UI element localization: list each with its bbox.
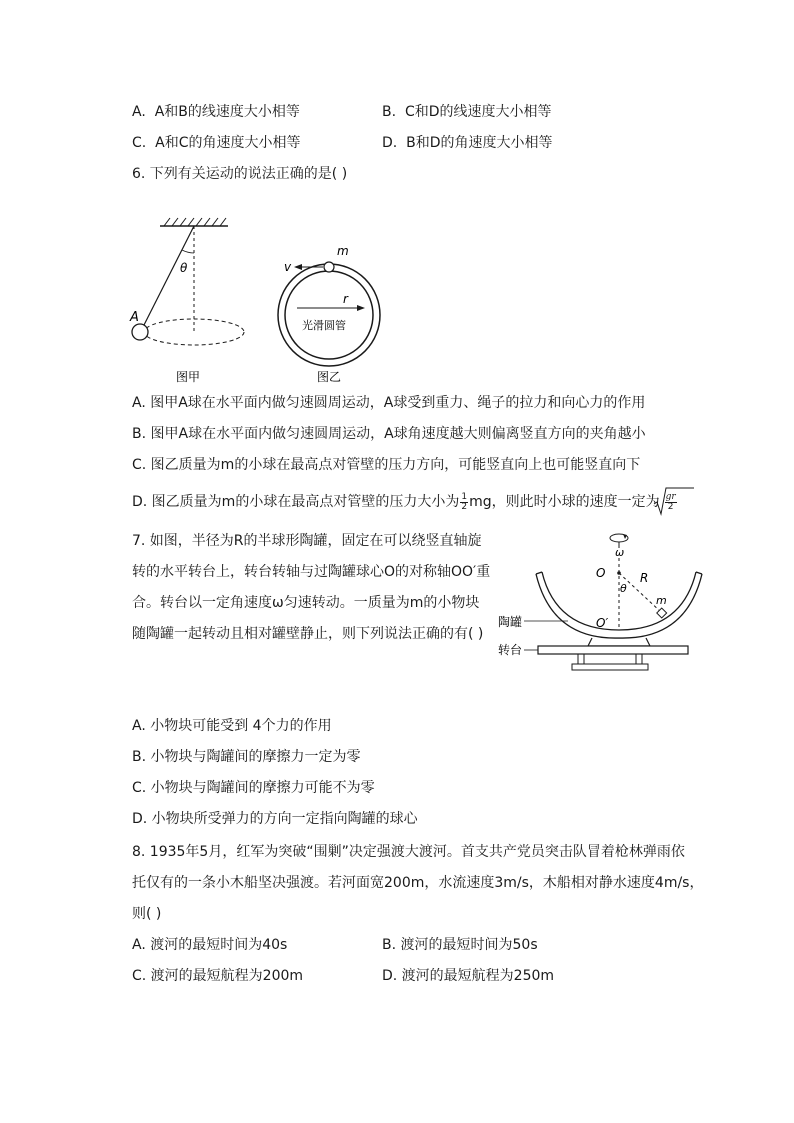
q6-option-d: D. 图乙质量为m的小球在最高点对管壁的压力大小为 $\frac{1}{2}$ mg，则此时小球的速度一定为 $\frac{gr}{2}$: [132, 492, 678, 512]
small-block: [657, 608, 667, 618]
q6-option-b: B. 图甲A球在水平面内做匀速圆周运动，A球角速度越大则偏离竖直方向的夹角越小: [132, 426, 646, 442]
q6-option-a: A. 图甲A球在水平面内做匀速圆周运动，A球受到重力、绳子的拉力和向心力的作用: [132, 395, 646, 411]
q7-option-d: D. 小物块所受弹力的方向一定指向陶罐的球心: [132, 811, 418, 827]
q8-stem-line-2: 托仅有的一条小木船坚决强渡。若河面宽200m，水流速度3m/s，木船相对静水速度4m/s，: [132, 875, 704, 891]
label-v: v: [284, 260, 292, 274]
label-a: A: [130, 310, 139, 325]
q7-jar-figure: [496, 530, 696, 678]
ball-a: [132, 324, 148, 340]
q8-option-a: A. 渡河的最短时间为40s: [132, 937, 288, 953]
q5-option-d: D. B和D的角速度大小相等: [382, 135, 553, 151]
label-jar: 陶罐: [498, 615, 523, 629]
q5-option-a: A. A和B的线速度大小相等: [132, 104, 300, 120]
q7-option-c: C. 小物块与陶罐间的摩擦力可能不为零: [132, 780, 375, 796]
label-table: 转台: [498, 643, 523, 657]
label-omega: ω: [615, 546, 625, 559]
label-r-7: R: [640, 571, 649, 585]
q8-option-b: B. 渡河的最短时间为50s: [382, 937, 538, 953]
q7-option-b: B. 小物块与陶罐间的摩擦力一定为零: [132, 749, 361, 765]
q8-stem-line-3: 则( ): [132, 906, 162, 922]
q7-option-a: A. 小物块可能受到 4个力的作用: [132, 718, 332, 734]
q7-stem-line-3: 合。转台以一定角速度ω匀速转动。一质量为m的小物块: [132, 595, 480, 611]
q6-option-c: C. 图乙质量为m的小球在最高点对管壁的压力方向，可能竖直向上也可能竖直向下: [132, 457, 641, 473]
q6-stem: 6. 下列有关运动的说法正确的是( ): [132, 166, 348, 182]
caption-yi: 图乙: [317, 370, 342, 384]
q5-option-b: B. C和D的线速度大小相等: [382, 104, 552, 120]
label-o-bottom: O′: [596, 616, 609, 630]
label-r: r: [343, 292, 348, 306]
q7-stem-line-2: 转的水平转台上，转台转轴与过陶罐球心O的对称轴OO′重: [132, 564, 491, 580]
q8-option-c: C. 渡河的最短航程为200m: [132, 968, 304, 984]
label-o-top: O: [596, 566, 606, 580]
half-fraction: $\frac{1}{2}$: [461, 491, 468, 512]
theta-label: θ: [180, 261, 188, 275]
sqrt-expression: $\frac{gr}{2}$: [664, 492, 678, 512]
q7-stem-line-1: 7. 如图，半径为R的半球形陶罐，固定在可以绕竖直轴旋: [132, 533, 482, 549]
label-m-7: m: [656, 594, 667, 607]
caption-jia: 图甲: [176, 370, 201, 384]
ball-m: [324, 262, 334, 272]
q6-figure: [120, 215, 380, 385]
q8-stem-line-1: 8. 1935年5月，红军为突破“围剿”决定强渡大渡河。首支共产党员突击队冒着枪林弹雨依: [132, 844, 685, 860]
q7-stem-line-4: 随陶罐一起转动且相对罐壁静止，则下列说法正确的有( ): [132, 626, 484, 642]
q5-option-c: C. A和C的角速度大小相等: [132, 135, 301, 151]
q8-option-d: D. 渡河的最短航程为250m: [382, 968, 555, 984]
label-theta-7: θ: [620, 582, 627, 595]
tube-label: 光滑圆管: [302, 319, 346, 332]
label-m-yi: m: [337, 244, 349, 258]
